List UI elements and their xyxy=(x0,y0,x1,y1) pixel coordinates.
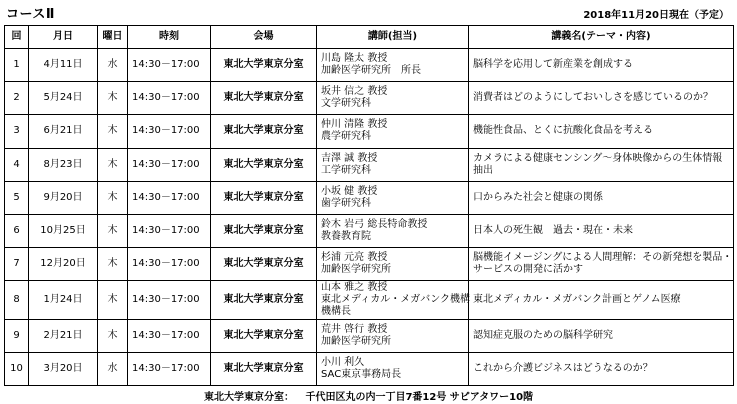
cell-topic xyxy=(469,115,734,148)
cell-topic-line: 認知症克服のための脳科学研究 xyxy=(473,329,613,341)
table-row xyxy=(5,115,734,148)
cell-number: 1 xyxy=(5,49,29,82)
cell-weekday: 木 xyxy=(98,181,128,214)
cell-lecturer xyxy=(317,214,469,247)
cell-number: 8 xyxy=(5,281,29,319)
as-of-date: 2018年11月20日現在（予定） xyxy=(583,10,729,21)
cell-time: 14:30－17:00 xyxy=(128,82,211,115)
table-row xyxy=(5,352,734,385)
cell-topic-line: 消費者はどのようにしておいしさを感じているのか？ xyxy=(473,92,713,104)
cell-time: 14:30－17:00 xyxy=(128,148,211,181)
cell-lecturer-line: 工学研究科 xyxy=(321,164,371,176)
cell-date: 9月20日 xyxy=(29,181,98,214)
cell-date: 10月25日 xyxy=(29,214,98,247)
cell-topic-line: これから介護ビジネスはどうなるのか？ xyxy=(473,362,653,374)
table-row xyxy=(5,319,734,352)
cell-weekday: 水 xyxy=(98,49,128,82)
cell-date: 3月20日 xyxy=(29,352,98,385)
cell-lecturer-line: 荒井 啓行 教授 xyxy=(321,323,388,335)
col-header-venue: 会場 xyxy=(211,26,317,49)
table-row xyxy=(5,181,734,214)
cell-topic-line: 脳科学を応用して新産業を創成する xyxy=(473,59,633,71)
cell-time: 14:30－17:00 xyxy=(128,214,211,247)
cell-date: 12月20日 xyxy=(29,248,98,281)
table-row xyxy=(5,82,734,115)
cell-time: 14:30－17:00 xyxy=(128,49,211,82)
cell-lecturer xyxy=(317,148,469,181)
col-header-date: 月日 xyxy=(29,26,98,49)
cell-topic xyxy=(469,148,734,181)
cell-lecturer-line: 小川 利久 xyxy=(321,356,365,368)
table-row xyxy=(5,248,734,281)
cell-venue: 東北大学東京分室 xyxy=(211,352,317,385)
cell-venue: 東北大学東京分室 xyxy=(211,319,317,352)
cell-topic xyxy=(469,82,734,115)
cell-time: 14:30－17:00 xyxy=(128,352,211,385)
cell-lecturer-line: 坂井 信之 教授 xyxy=(321,86,388,98)
cell-lecturer-line: 文学研究科 xyxy=(321,98,371,110)
cell-lecturer xyxy=(317,352,469,385)
cell-lecturer-line: 鈴木 岩弓 総長特命教授 xyxy=(321,218,428,230)
cell-weekday: 木 xyxy=(98,148,128,181)
table-row xyxy=(5,281,734,319)
cell-lecturer xyxy=(317,115,469,148)
cell-venue: 東北大学東京分室 xyxy=(211,248,317,281)
cell-topic xyxy=(469,248,734,281)
cell-date: 2月21日 xyxy=(29,319,98,352)
cell-weekday: 木 xyxy=(98,248,128,281)
cell-venue: 東北大学東京分室 xyxy=(211,82,317,115)
cell-lecturer-line: SAC東京事務局長 xyxy=(321,368,402,380)
col-header-time: 時刻 xyxy=(128,26,211,49)
cell-topic xyxy=(469,319,734,352)
col-header-topic: 講義名(テーマ・内容) xyxy=(469,26,734,49)
cell-topic-line: 口からみた社会と健康の関係 xyxy=(473,191,603,203)
cell-number: 7 xyxy=(5,248,29,281)
cell-topic xyxy=(469,181,734,214)
cell-weekday: 木 xyxy=(98,214,128,247)
cell-date: 4月11日 xyxy=(29,49,98,82)
cell-time: 14:30－17:00 xyxy=(128,248,211,281)
cell-venue: 東北大学東京分室 xyxy=(211,181,317,214)
cell-lecturer-line: 機構長 xyxy=(321,305,351,317)
footer-venue-label: 東北大学東京分室： xyxy=(203,392,294,403)
table-row xyxy=(5,148,734,181)
cell-lecturer-line: 吉澤 誠 教授 xyxy=(321,152,378,164)
cell-date: 1月24日 xyxy=(29,281,98,319)
cell-topic xyxy=(469,281,734,319)
cell-lecturer xyxy=(317,49,469,82)
cell-weekday: 木 xyxy=(98,82,128,115)
cell-lecturer-line: 農学研究科 xyxy=(321,131,371,143)
cell-lecturer-line: 仲川 清隆 教授 xyxy=(321,119,388,131)
cell-number: 9 xyxy=(5,319,29,352)
cell-number: 3 xyxy=(5,115,29,148)
cell-date: 6月21日 xyxy=(29,115,98,148)
venue-address-footer xyxy=(0,388,737,403)
cell-lecturer-line: 川島 隆太 教授 xyxy=(321,53,388,65)
cell-lecturer-line: 小坂 健 教授 xyxy=(321,185,378,197)
cell-date: 8月23日 xyxy=(29,148,98,181)
cell-lecturer-line: 杉浦 元亮 教授 xyxy=(321,252,388,264)
lecture-schedule-table xyxy=(4,25,734,386)
cell-lecturer xyxy=(317,319,469,352)
cell-weekday: 木 xyxy=(98,319,128,352)
cell-topic-line: サービスの開発に活かす xyxy=(473,264,583,276)
cell-time: 14:30－17:00 xyxy=(128,181,211,214)
cell-lecturer-line: 教養教育院 xyxy=(321,230,371,242)
cell-lecturer-line: 東北メディカル・メガバンク機構 xyxy=(321,293,470,305)
cell-topic-line: 脳機能イメージングによる人間理解：その新発想を製品・ xyxy=(473,252,733,264)
cell-venue: 東北大学東京分室 xyxy=(211,214,317,247)
cell-venue: 東北大学東京分室 xyxy=(211,115,317,148)
cell-time: 14:30－17:00 xyxy=(128,319,211,352)
cell-number: 4 xyxy=(5,148,29,181)
cell-lecturer xyxy=(317,281,469,319)
cell-topic-line: 機能性食品、とくに抗酸化食品を考える xyxy=(473,125,653,137)
course-title: コースⅡ xyxy=(6,7,55,22)
cell-venue: 東北大学東京分室 xyxy=(211,49,317,82)
cell-lecturer xyxy=(317,181,469,214)
footer-address: 千代田区丸の内一丁目7番12号 サピアタワー10階 xyxy=(305,392,534,403)
col-header-weekday: 曜日 xyxy=(98,26,128,49)
header-row xyxy=(5,26,734,49)
cell-lecturer-line: 加齢医学研究所 所長 xyxy=(321,65,421,77)
cell-topic-line: 東北メディカル・メガバンク計画とゲノム医療 xyxy=(473,293,681,305)
cell-venue: 東北大学東京分室 xyxy=(211,148,317,181)
cell-weekday: 木 xyxy=(98,115,128,148)
cell-lecturer-line: 加齢医学研究所 xyxy=(321,335,391,347)
table-row xyxy=(5,49,734,82)
col-header-number: 回 xyxy=(5,26,29,49)
cell-date: 5月24日 xyxy=(29,82,98,115)
cell-number: 10 xyxy=(5,352,29,385)
cell-number: 6 xyxy=(5,214,29,247)
cell-weekday: 水 xyxy=(98,352,128,385)
cell-topic-line: 日本人の死生観 過去・現在・未来 xyxy=(473,224,633,236)
cell-topic-line: カメラによる健康センシング～身体映像からの生体情報 xyxy=(473,152,723,164)
cell-venue: 東北大学東京分室 xyxy=(211,281,317,319)
cell-topic xyxy=(469,49,734,82)
col-header-lecturer: 講師(担当) xyxy=(317,26,469,49)
cell-number: 2 xyxy=(5,82,29,115)
cell-topic-line: 抽出 xyxy=(473,164,493,176)
cell-topic xyxy=(469,352,734,385)
cell-lecturer xyxy=(317,82,469,115)
cell-lecturer-line: 山本 雅之 教授 xyxy=(321,281,388,293)
cell-number: 5 xyxy=(5,181,29,214)
cell-lecturer-line: 加齢医学研究所 xyxy=(321,264,391,276)
cell-time: 14:30－17:00 xyxy=(128,281,211,319)
cell-time: 14:30－17:00 xyxy=(128,115,211,148)
table-row xyxy=(5,214,734,247)
cell-topic xyxy=(469,214,734,247)
cell-weekday: 木 xyxy=(98,281,128,319)
cell-lecturer xyxy=(317,248,469,281)
cell-lecturer-line: 歯学研究科 xyxy=(321,197,371,209)
